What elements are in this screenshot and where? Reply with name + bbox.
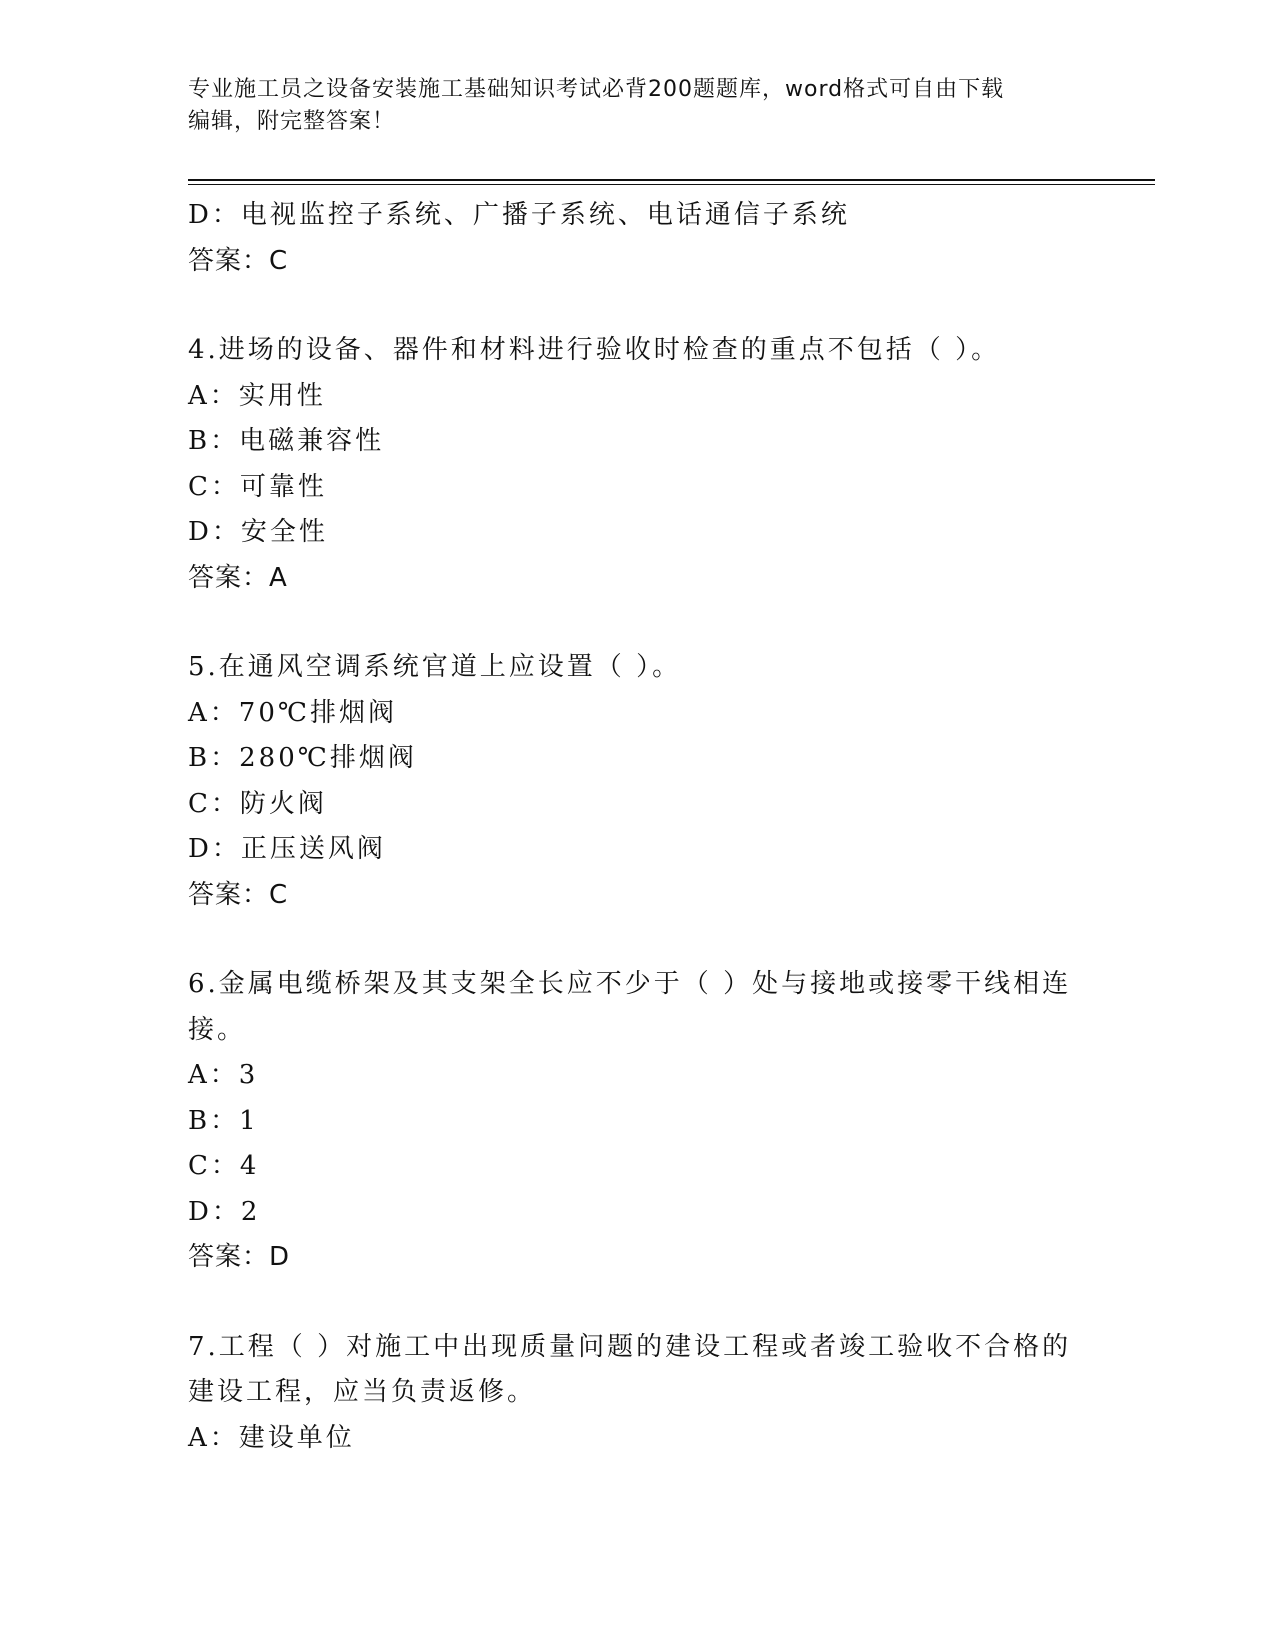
question-text-line-1: 7.工程（ ）对施工中出现质量问题的建设工程或者竣工验收不合格的 [188,1331,1072,1362]
question-text-line-2: 建设工程，应当负责返修。 [188,1377,537,1407]
answer-line: 答案：C [188,245,289,276]
option-b: B：1 [188,1105,259,1136]
option-a: A：建设单位 [188,1422,355,1453]
answer-line: 答案：A [188,562,288,593]
option-c: C：防火阀 [188,788,327,819]
option-a: A：70℃排烟阀 [188,697,397,728]
header-title-line-1: 专业施工员之设备安装施工基础知识考试必背200题题库，word格式可自由下载 [188,77,1005,102]
question-block-5 [188,645,1088,918]
block-spacer [188,601,1088,645]
header-divider-thin [188,184,1155,185]
question-block-3 [188,193,1088,284]
question-text: 4.进场的设备、器件和材料进行验收时检查的重点不包括（ ）。 [188,335,1001,365]
header-title-line-2: 编辑，附完整答案！ [188,109,396,134]
option-b: B：280℃排烟阀 [188,743,417,773]
header-divider-thick [188,179,1155,181]
block-spacer [188,918,1088,962]
question-block-7 [188,1325,1088,1462]
option-c: C：可靠性 [188,471,327,502]
question-text-line-1: 6.金属电缆桥架及其支架全长应不少于（ ）处与接地或接零干线相连 [188,969,1072,999]
option-d: D：2 [188,1196,261,1227]
option-a: A：3 [188,1060,259,1090]
option-c: C：4 [188,1151,260,1181]
option-d: D：正压送风阀 [188,834,386,864]
question-block-4 [188,328,1088,601]
question-block-6 [188,962,1088,1281]
question-text-line-2: 接。 [188,1014,247,1045]
question-text: 5.在通风空调系统官道上应设置（ ）。 [188,652,682,682]
option-d: D：安全性 [188,517,328,547]
block-spacer [188,284,1088,328]
question-list [188,193,1088,1461]
answer-line: 答案：C [188,879,289,910]
option-a: A：实用性 [188,380,326,411]
block-spacer [188,1281,1088,1325]
document-header [188,74,1088,138]
option-b: B：电磁兼容性 [188,426,385,456]
answer-line: 答案：D [188,1242,291,1272]
option-d: D：电视监控子系统、广播子系统、电话通信子系统 [188,200,850,230]
